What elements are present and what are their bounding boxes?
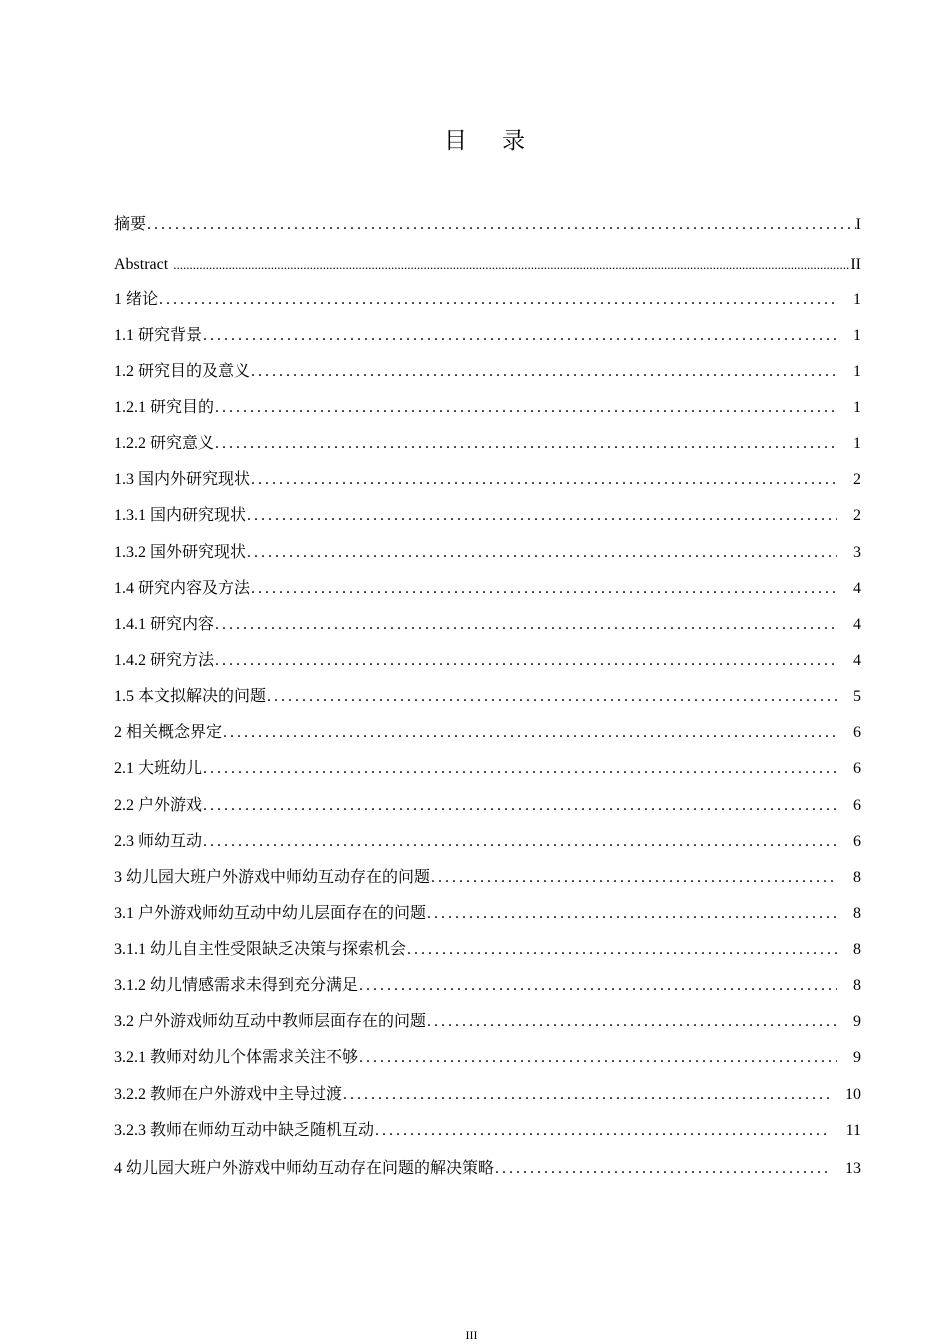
toc-entry-page: 3 [853,544,861,561]
toc-entry-page: 5 [853,688,861,705]
toc-dot-leader [343,1083,829,1107]
toc-entry-title: 1.4.2 研究方法 [114,652,215,669]
toc-entry-title: 3.2.3 教师在师幼互动中缺乏随机互动 [114,1122,375,1139]
toc-dot-leader [203,794,837,818]
toc-entry-title: 3.2.1 教师对幼儿个体需求关注不够 [114,1049,359,1066]
toc-dot-leader [431,866,837,890]
toc-entry-title: 3.1 户外游戏师幼互动中幼儿层面存在的问题 [114,905,427,922]
toc-entry[interactable] [114,866,861,890]
toc-dot-leader [427,1010,837,1034]
toc-entry[interactable] [114,1010,861,1034]
toc-entry[interactable] [114,794,861,818]
toc-entry[interactable] [114,757,861,781]
toc-entry-page: 6 [853,797,861,814]
toc-entry-page: 2 [853,471,861,488]
toc-dot-leader [215,649,837,673]
toc-dot-leader [359,1046,837,1070]
toc-dot-leader [159,288,837,312]
toc-entry[interactable] [114,613,861,637]
toc-entry-page: 4 [853,652,861,669]
toc-dot-leader [427,902,837,926]
toc-dot-leader [375,1119,829,1143]
toc-dot-leader [173,253,850,277]
toc-dot-leader [251,468,837,492]
toc-entry-title: 3 幼儿园大班户外游戏中师幼互动存在的问题 [114,869,431,886]
toc-entry[interactable] [114,396,861,420]
toc-entry-title: 1.2.2 研究意义 [114,435,215,452]
toc-entry-page: 1 [853,327,861,344]
toc-entry-page: 1 [853,399,861,416]
toc-entry-title: Abstract [114,256,169,273]
toc-entry[interactable] [114,830,861,854]
toc-dot-leader [203,324,837,348]
toc-entry-title: 2.2 户外游戏 [114,797,203,814]
toc-entry-title: 1 绪论 [114,291,159,308]
toc-entry[interactable] [114,649,861,673]
toc-entry-page: 4 [853,580,861,597]
toc-entry-page: 1 [853,435,861,452]
toc-entry-page: 1 [853,363,861,380]
toc-entry[interactable] [114,685,861,709]
toc-dot-leader [247,504,837,528]
toc-dot-leader [203,757,837,781]
toc-entry-title: 3.2 户外游戏师幼互动中教师层面存在的问题 [114,1013,427,1030]
toc-entry[interactable] [114,360,861,384]
toc-entry-page: 10 [845,1086,861,1103]
toc-entry-page: 13 [845,1160,861,1177]
toc-dot-leader [247,541,837,565]
toc-entry[interactable] [114,324,861,348]
toc-dot-leader [359,974,837,998]
toc-entry-page: 8 [853,977,861,994]
toc-dot-leader [407,938,837,962]
toc-entry-title: 4 幼儿园大班户外游戏中师幼互动存在问题的解决策略 [114,1160,495,1177]
toc-entry-page: 6 [853,833,861,850]
toc-entry-page: I [855,216,861,233]
toc-dot-leader [251,577,837,601]
toc-entry-title: 1.3.1 国内研究现状 [114,507,247,524]
toc-dot-leader [147,213,856,237]
toc-entry-title: 1.4 研究内容及方法 [114,580,251,597]
page-title: 目 录 [444,128,531,154]
toc-entry[interactable] [114,938,861,962]
toc-entry[interactable] [114,253,861,277]
toc-entry[interactable] [114,577,861,601]
toc-entry-page: 11 [845,1122,861,1139]
toc-dot-leader [215,613,837,637]
toc-entry-title: 2.1 大班幼儿 [114,760,203,777]
toc-entry-title: 2 相关概念界定 [114,724,223,741]
toc-entry-title: 1.3.2 国外研究现状 [114,544,247,561]
toc-entry-page: 4 [853,616,861,633]
toc-entry-title: 2.3 师幼互动 [114,833,203,850]
toc-entry-title: 1.2 研究目的及意义 [114,363,251,380]
toc-entry-page: 8 [853,869,861,886]
toc-entry[interactable] [114,504,861,528]
toc-entry[interactable] [114,1046,861,1070]
toc-entry-title: 摘要 [114,216,147,233]
toc-entry[interactable] [114,288,861,312]
toc-entry-title: 1.5 本文拟解决的问题 [114,688,267,705]
toc-entry[interactable] [114,213,861,237]
footer-page-number: III [465,1328,478,1342]
toc-entry[interactable] [114,1157,861,1181]
toc-dot-leader [495,1157,829,1181]
toc-entry-title: 1.1 研究背景 [114,327,203,344]
toc-entry-title: 3.1.1 幼儿自主性受限缺乏决策与探索机会 [114,941,407,958]
toc-entry-page: 1 [853,291,861,308]
toc-entry-page: 8 [853,941,861,958]
toc-entry-page: 2 [853,507,861,524]
toc-entry[interactable] [114,541,861,565]
toc-entry[interactable] [114,1119,861,1143]
toc-entry-page: 8 [853,905,861,922]
toc-entry-title: 1.4.1 研究内容 [114,616,215,633]
toc-entry-page: II [850,256,861,273]
toc-entry-page: 6 [853,760,861,777]
toc-entry[interactable] [114,974,861,998]
toc-entry-title: 3.1.2 幼儿情感需求未得到充分满足 [114,977,359,994]
toc-entry-title: 1.2.1 研究目的 [114,399,215,416]
toc-entry[interactable] [114,468,861,492]
toc-dot-leader [223,721,837,745]
toc-entry-page: 9 [853,1013,861,1030]
toc-entry[interactable] [114,432,861,456]
toc-entry-page: 9 [853,1049,861,1066]
toc-entry[interactable] [114,1083,861,1107]
toc-dot-leader [267,685,837,709]
toc-entry-page: 6 [853,724,861,741]
toc-dot-leader [215,432,837,456]
toc-entry[interactable] [114,721,861,745]
toc-entry[interactable] [114,902,861,926]
toc-dot-leader [203,830,837,854]
toc-entry-title: 3.2.2 教师在户外游戏中主导过渡 [114,1086,343,1103]
toc-entry-title: 1.3 国内外研究现状 [114,471,251,488]
toc-dot-leader [251,360,837,384]
toc-dot-leader [215,396,837,420]
